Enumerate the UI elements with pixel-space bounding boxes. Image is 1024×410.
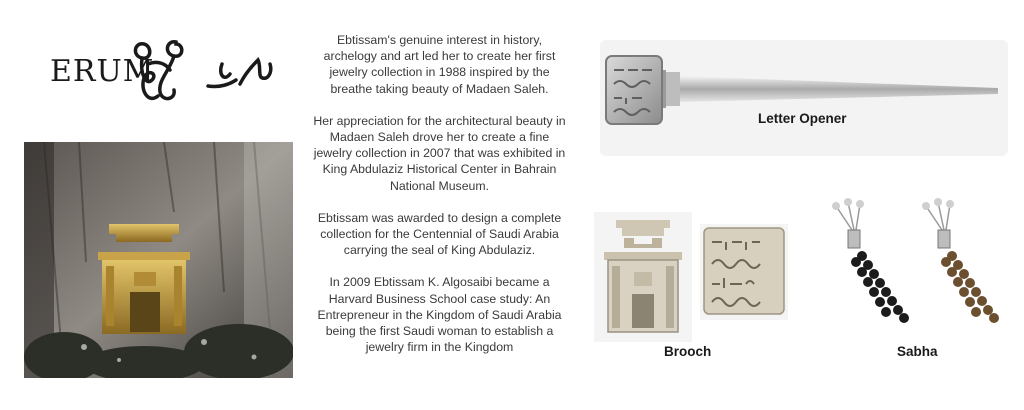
logo-wordmark: ERUM	[50, 54, 155, 89]
story-paragraph: Her appreciation for the architectural beauty in Madaen Saleh drove her to create a fine jewelry collection in 2007 that was exhibited in King Abdulaziz Historical Center in Bahrain National Museum.	[313, 113, 566, 193]
story-paragraph: Ebtissam's genuine interest in history, archelogy and art led her to create her first jewelry collection in 1988 inspired by the breathe taking beauty of Madaen Saleh.	[323, 33, 556, 96]
madaen-saleh-photo	[24, 142, 293, 378]
brooch-facade-image	[594, 212, 692, 342]
letter-opener-image	[600, 40, 1008, 156]
brooch-inscription-image	[700, 224, 788, 320]
brooch-caption: Brooch	[664, 344, 712, 359]
sabha-image	[818, 196, 1008, 330]
story-paragraph: In 2009 Ebtissam K. Algosaibi became a Harvard Business School case study: An Entrepreneur in the Kingdom of Saudi Arabia being the first Saudi woman to establish a jewelry firm in the Kingdom	[317, 275, 562, 355]
brand-story	[312, 32, 567, 371]
letter-opener-caption: Letter Opener	[758, 111, 847, 126]
story-paragraph: Ebtissam was awarded to design a complete collection for the Centennial of Saudi Arabia carrying the seal of King Abdulaziz.	[317, 210, 562, 258]
sabha-caption: Sabha	[897, 344, 938, 359]
